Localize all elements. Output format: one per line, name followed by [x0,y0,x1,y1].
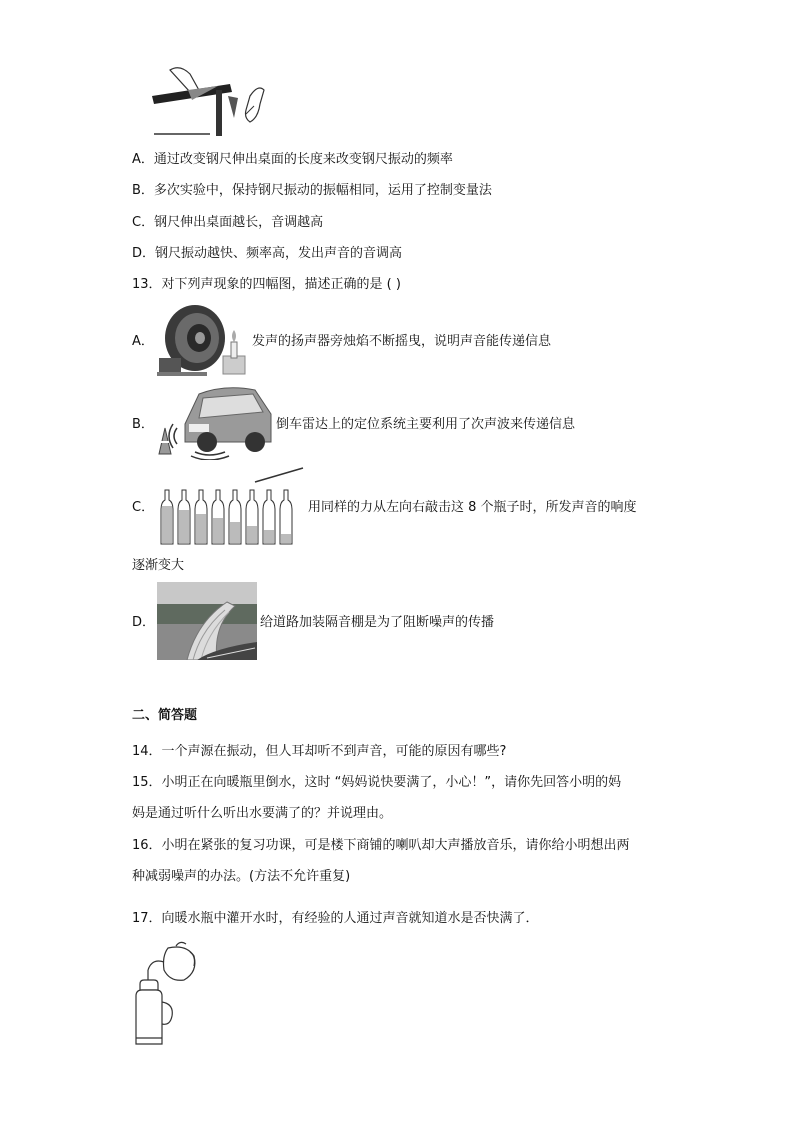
section-heading: 二、简答题 [132,708,198,723]
ruler-table-figure [150,56,280,138]
q14-text: 14．一个声源在振动，但人耳却听不到声音，可能的原因有哪些? [132,744,507,759]
q13-option-d-text: 给道路加装隔音棚是为了阻断噪声的传播 [260,615,495,630]
q12-option-d: D．钢尺振动越快、频率高，发出声音的音调高 [132,246,403,261]
car-reverse-radar-image [155,384,275,460]
q17-text: 17．向暖水瓶中灌开水时，有经验的人通过声音就知道水是否快满了． [132,911,539,926]
q15-line1: 15．小明正在向暖瓶里倒水，这时 “妈妈说快要满了，小心！”，请你先回答小明的妈 [132,775,622,790]
q12-option-a: A．通过改变钢尺伸出桌面的长度来改变钢尺振动的频率 [132,152,453,167]
q16-line1: 16．小明在紧张的复习功课，可是楼下商铺的喇叭却大声播放音乐，请你给小明想出两 [132,838,630,853]
q12-option-c: C．钢尺伸出桌面越长，音调越高 [132,215,324,230]
q13-option-c-text-continued: 逐渐变大 [132,558,185,573]
q13-option-b-text: 倒车雷达上的定位系统主要利用了次声波来传递信息 [276,417,576,432]
q13-stem: 13．对下列声现象的四幅图，描述正确的是 ( ) [132,277,401,292]
q13-option-a-text: 发声的扬声器旁烛焰不断摇曳，说明声音能传递信息 [252,334,552,349]
noise-barrier-road-image [157,582,257,660]
kettle-thermos-figure [128,940,200,1048]
q13-option-d-label: D． [132,615,156,630]
q13-option-c-label: C． [132,500,155,515]
q12-option-b: B．多次实验中，保持钢尺振动的振幅相同，运用了控制变量法 [132,183,492,198]
q16-line2: 种减弱噪声的办法。(方法不允许重复) [132,869,351,884]
eight-bottles-image [157,466,307,546]
q13-option-b-label: B． [132,417,154,432]
q13-option-c-text: 用同样的力从左向右敲击这 8 个瓶子时，所发声音的响度 [308,500,637,515]
q13-option-a-label: A． [132,334,154,349]
speaker-candle-image [157,302,247,380]
q15-line2: 妈是通过听什么听出水要满了的？并说理由。 [132,806,393,821]
